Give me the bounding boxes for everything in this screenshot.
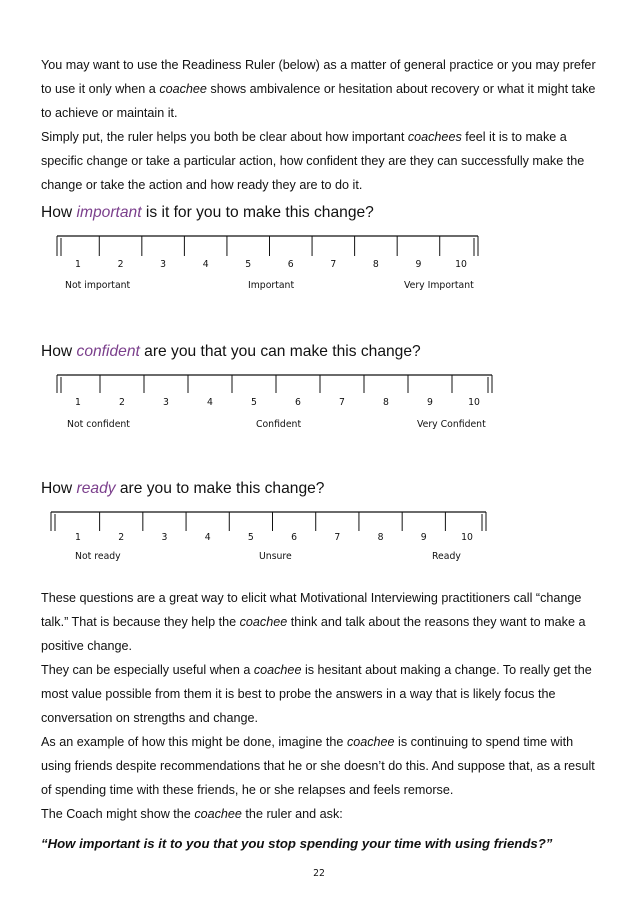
italic-term: coachee [239, 615, 288, 629]
ruler-number: 2 [119, 397, 125, 408]
text-run: the ruler and ask: [241, 807, 343, 821]
ruler-label-low: Not confident [67, 419, 130, 430]
ruler-number: 2 [118, 532, 125, 543]
ruler-number: 10 [461, 532, 473, 543]
ruler-label-mid: Important [248, 280, 295, 291]
ruler-number: 10 [468, 397, 480, 408]
ruler-number: 7 [339, 397, 345, 408]
question-keyword: confident [76, 343, 140, 360]
ruler-number: 9 [427, 397, 433, 408]
ruler-number: 1 [75, 259, 81, 270]
question-important: How important is it for you to make this change? [41, 204, 374, 221]
ruler-number: 5 [245, 259, 252, 270]
ruler-number: 4 [207, 397, 213, 408]
text-run: You may want to use the Readiness Ruler (below) as a matter of general practice or you may prefer to use it only when a [41, 58, 596, 96]
ruler-number: 1 [75, 532, 81, 543]
text-run: is continuing to spend time with using friends despite recommendations that he or she doesn’t do this. And suppose that, as a result of spending time with these friends, he or she relapses and feels remorse. [41, 735, 595, 797]
question-ready: How ready are you to make this change? [41, 480, 325, 497]
ruler-number: 7 [330, 259, 337, 270]
text-run: These questions are a great way to elicit what Motivational Interviewing practitioners call “change talk.” That is because they help the [41, 591, 582, 629]
closing-question: “How important is it to you that you stop spending your time with using friends?” [41, 836, 553, 851]
ruler-number: 5 [251, 397, 257, 408]
ruler-number: 6 [295, 397, 301, 408]
body-paragraph-4 [41, 802, 601, 826]
text-run: is hesitant about making a change. To really get the most value possible from them it is best to probe the answers in a way that is likely focus the conversation on strengths and change. [41, 663, 592, 725]
question-keyword: ready [76, 480, 116, 497]
ruler-number: 8 [372, 259, 379, 270]
ruler-number: 9 [420, 532, 427, 543]
ruler-number: 8 [377, 532, 384, 543]
ruler-label-mid: Unsure [259, 551, 292, 562]
ruler-number: 4 [202, 259, 209, 270]
ruler-label-high: Ready [432, 551, 461, 562]
text-run: Simply put, the ruler helps you both be clear about how important [41, 130, 408, 144]
ruler-label-low: Not important [65, 280, 131, 291]
italic-term: coachee [194, 807, 242, 821]
ruler-number: 7 [334, 532, 341, 543]
ruler-label-mid: Confident [256, 419, 302, 430]
ruler-label-low: Not ready [75, 551, 121, 562]
ruler-number: 9 [415, 259, 422, 270]
text-run: feel it is to make a specific change or take a particular action, how confident they are they can successfully make the change or take the action and how ready they are to do it. [41, 130, 585, 192]
text-run: They can be especially useful when a [41, 663, 254, 677]
body-paragraph-2 [41, 658, 601, 730]
text-run: The Coach might show the [41, 807, 195, 821]
ruler-number: 5 [247, 532, 254, 543]
ruler-label-high: Very Confident [417, 419, 486, 430]
ruler-number: 10 [455, 259, 467, 270]
body-paragraph-3 [41, 730, 601, 802]
question-confident: How confident are you that you can make this change? [41, 343, 421, 360]
ruler-number: 2 [117, 259, 124, 270]
text-run: shows ambivalence or hesitation about recovery or what it might take to achieve or maintain it. [41, 82, 596, 120]
italic-term: coachee [346, 735, 395, 749]
ruler-number: 3 [161, 532, 168, 543]
ruler-label-high: Very Important [404, 280, 474, 291]
italic-term: coachee [253, 663, 302, 677]
ruler-number: 3 [163, 397, 169, 408]
ruler-number: 6 [287, 259, 294, 270]
italic-term: coachee [159, 82, 207, 96]
body-paragraph-1 [41, 586, 601, 658]
ruler-number: 1 [75, 397, 81, 408]
ruler-number: 3 [160, 259, 167, 270]
ruler-number: 6 [291, 532, 298, 543]
text-run: think and talk about the reasons they want to make a positive change. [41, 615, 586, 653]
italic-term: coachees [407, 130, 462, 144]
question-keyword: important [76, 204, 142, 221]
ruler-number: 4 [204, 532, 211, 543]
text-run: As an example of how this might be done, imagine the [41, 735, 347, 749]
page-number: 22 [313, 868, 325, 879]
ruler-number: 8 [383, 397, 389, 408]
